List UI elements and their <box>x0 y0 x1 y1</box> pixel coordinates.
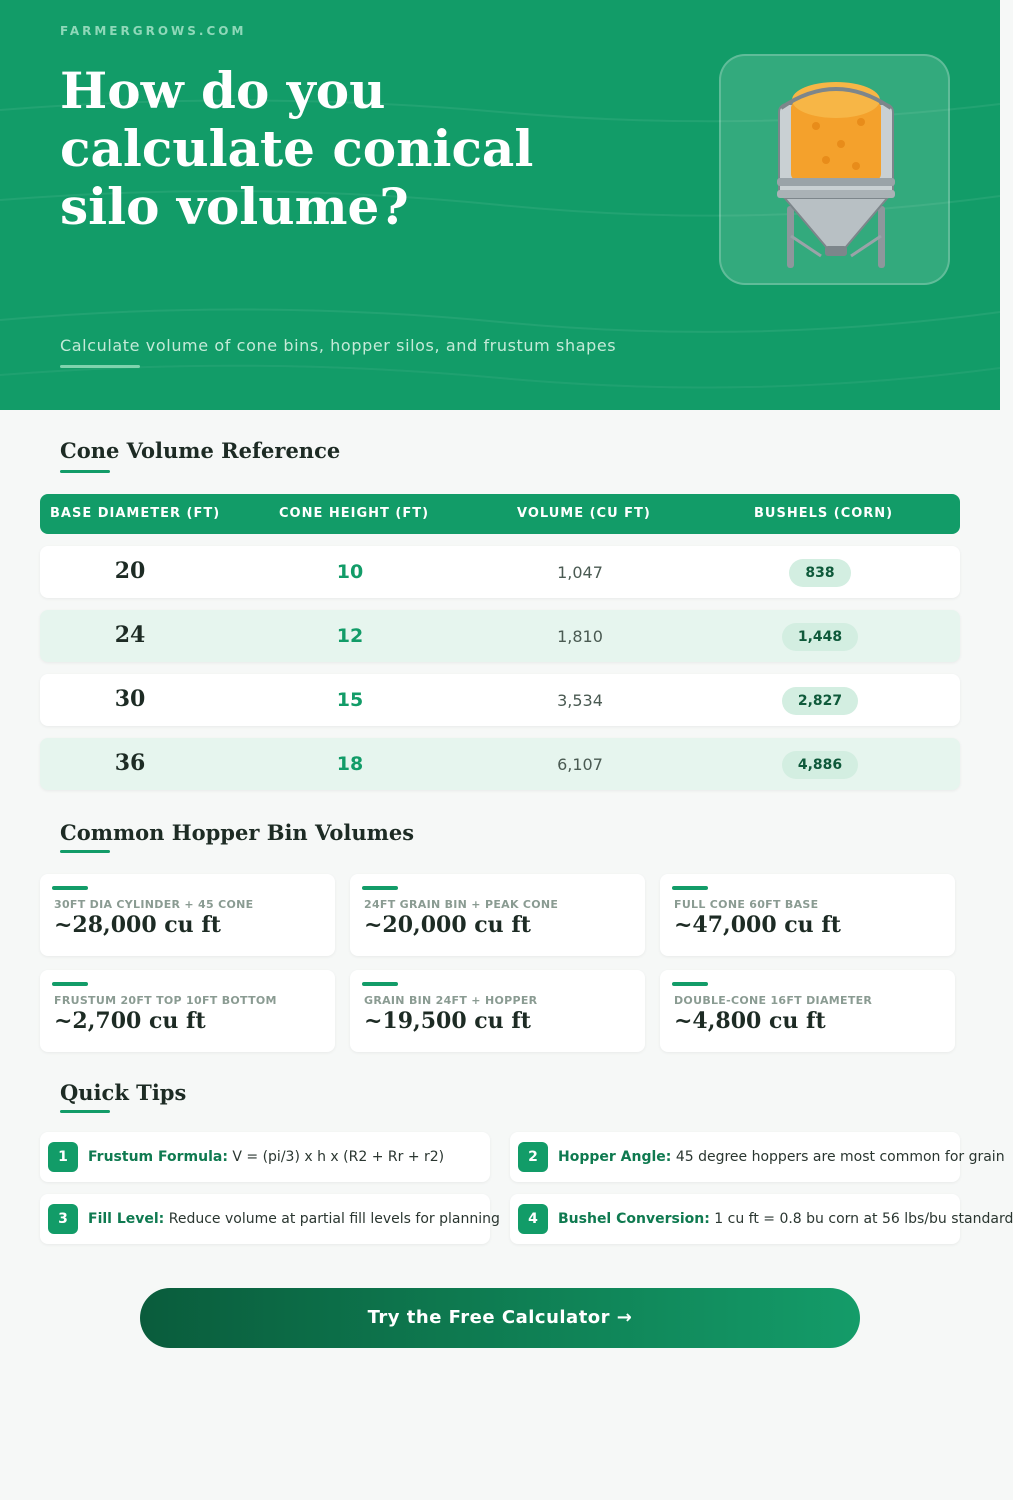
card-label: 30FT DIA CYLINDER + 45 CONE <box>54 898 254 911</box>
tip-text: Reduce volume at partial fill levels for planning <box>168 1211 500 1227</box>
volume-card <box>660 874 955 956</box>
tip-item <box>510 1132 1005 1182</box>
column-header-bushels: BUSHELS (CORN) <box>754 506 894 521</box>
cell-height: 15 <box>336 689 364 711</box>
tip-item <box>40 1132 490 1182</box>
cell-diameter: 30 <box>114 686 146 712</box>
card-accent <box>362 886 398 890</box>
table-row <box>40 738 960 790</box>
cell-diameter: 20 <box>114 558 146 584</box>
cell-height: 10 <box>336 561 364 583</box>
card-accent <box>672 886 708 890</box>
column-header-diameter: BASE DIAMETER (FT) <box>50 506 221 521</box>
tip-number-badge: 1 <box>48 1142 78 1172</box>
silo-illustration-card <box>719 54 950 285</box>
column-header-height: CONE HEIGHT (FT) <box>279 506 430 521</box>
table-row <box>40 674 960 726</box>
card-value: ~2,700 cu ft <box>54 1008 206 1034</box>
brand-name[interactable]: FARMERGROWS.COM <box>60 24 247 38</box>
section-title-quick-tips: Quick Tips <box>60 1080 187 1105</box>
volume-card <box>350 970 645 1052</box>
card-label: DOUBLE-CONE 16FT DIAMETER <box>674 994 873 1007</box>
column-header-volume: VOLUME (CU FT) <box>517 506 651 521</box>
bushels-badge: 1,448 <box>782 623 858 651</box>
bushels-badge: 2,827 <box>782 687 858 715</box>
tip-item <box>40 1194 500 1244</box>
section-underline <box>60 1110 110 1113</box>
tip-text: V = (pi/3) x h x (R2 + Rr + r2) <box>232 1149 445 1165</box>
table-row <box>40 546 960 598</box>
cell-diameter: 36 <box>114 750 146 776</box>
volume-card <box>350 874 645 956</box>
section-underline <box>60 850 110 853</box>
tip-item <box>510 1194 1013 1244</box>
hero-banner <box>0 0 1000 410</box>
cell-height: 18 <box>336 753 364 775</box>
section-title-cone-reference: Cone Volume Reference <box>60 438 341 463</box>
card-accent <box>52 982 88 986</box>
try-calculator-button[interactable]: Try the Free Calculator → <box>140 1288 860 1348</box>
card-label: FRUSTUM 20FT TOP 10FT BOTTOM <box>54 994 277 1007</box>
cell-volume: 6,107 <box>557 755 603 774</box>
card-label: FULL CONE 60FT BASE <box>674 898 819 911</box>
card-value: ~4,800 cu ft <box>674 1008 826 1034</box>
subtitle-underline <box>60 365 140 368</box>
cell-volume: 1,047 <box>557 563 603 582</box>
grain-silo-icon <box>721 56 952 287</box>
tip-text: 1 cu ft = 0.8 bu corn at 56 lbs/bu standard <box>714 1211 1013 1227</box>
card-accent <box>52 886 88 890</box>
card-value: ~19,500 cu ft <box>364 1008 531 1034</box>
cell-volume: 3,534 <box>557 691 603 710</box>
tip-label: Fill Level: <box>88 1211 165 1227</box>
section-title-hopper-volumes: Common Hopper Bin Volumes <box>60 820 415 845</box>
page-subtitle: Calculate volume of cone bins, hopper silos, and frustum shapes <box>60 336 617 355</box>
card-label: 24FT GRAIN BIN + PEAK CONE <box>364 898 559 911</box>
tip-label: Frustum Formula: <box>88 1149 228 1165</box>
cell-height: 12 <box>336 625 364 647</box>
volume-card <box>40 874 335 956</box>
tip-label: Bushel Conversion: <box>558 1211 710 1227</box>
cell-diameter: 24 <box>114 622 146 648</box>
card-value: ~20,000 cu ft <box>364 912 531 938</box>
tip-label: Hopper Angle: <box>558 1149 672 1165</box>
tip-number-badge: 2 <box>518 1142 548 1172</box>
volume-card <box>40 970 335 1052</box>
tip-number-badge: 4 <box>518 1204 548 1234</box>
card-accent <box>362 982 398 986</box>
card-label: GRAIN BIN 24FT + HOPPER <box>364 994 538 1007</box>
volume-card <box>660 970 955 1052</box>
tip-number-badge: 3 <box>48 1204 78 1234</box>
table-header <box>40 494 960 534</box>
bushels-badge: 838 <box>789 559 850 587</box>
section-underline <box>60 470 110 473</box>
card-accent <box>672 982 708 986</box>
page-title: How do you calculate conical silo volume? <box>60 61 534 236</box>
card-value: ~28,000 cu ft <box>54 912 221 938</box>
bushels-badge: 4,886 <box>782 751 858 779</box>
card-value: ~47,000 cu ft <box>674 912 841 938</box>
cell-volume: 1,810 <box>557 627 603 646</box>
table-row <box>40 610 960 662</box>
tip-text: 45 degree hoppers are most common for grain <box>675 1149 1005 1165</box>
